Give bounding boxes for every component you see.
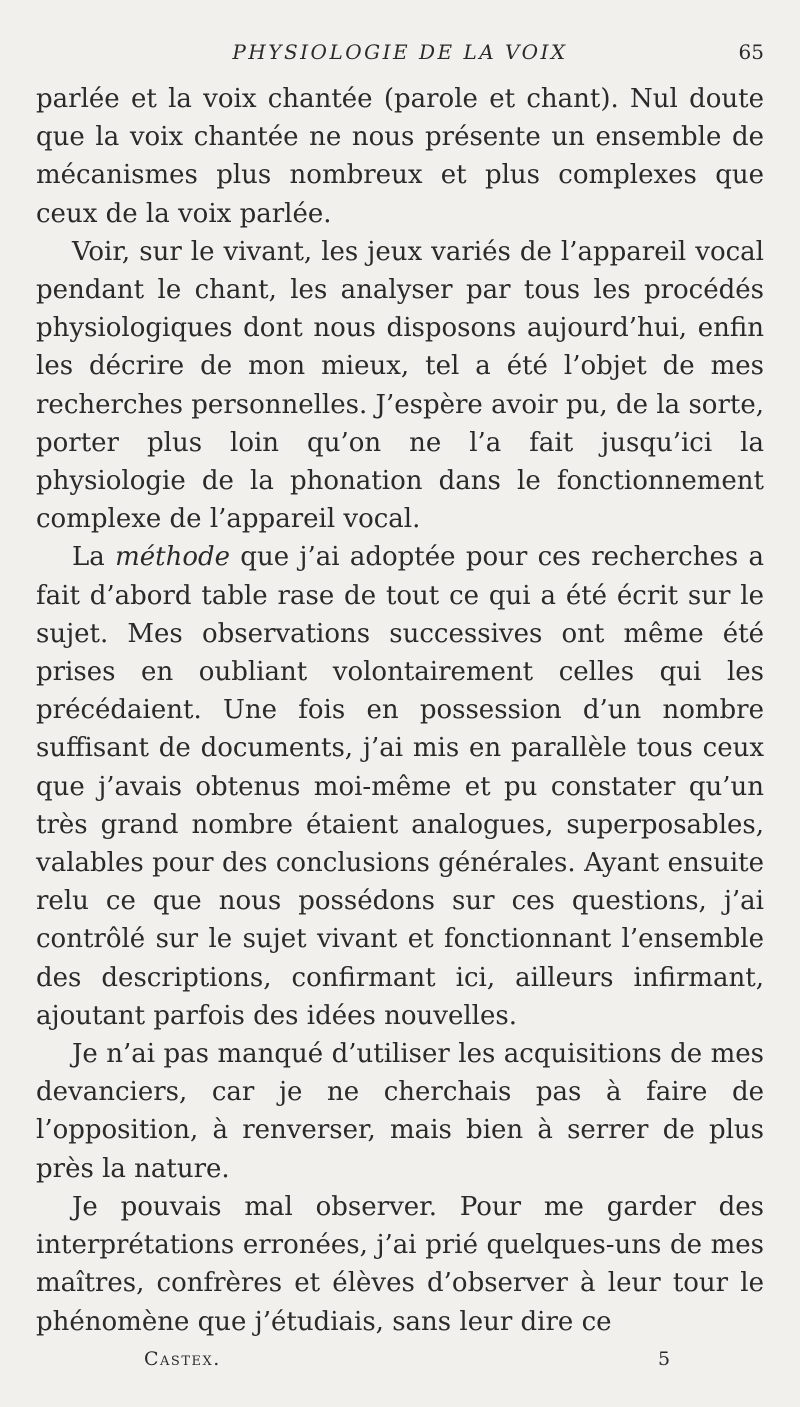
paragraph-continued: parlée et la voix chantée (parole et chant). Nul doute que la voix chantée ne nous présente un ensemble de mécanismes plus nombreux et plus complexes que ceux de la voix parlée.	[36, 84, 764, 229]
author-signature: Castex.	[144, 1348, 221, 1370]
running-head	[36, 35, 764, 69]
paragraph-text: La	[72, 542, 116, 573]
paragraph-methode	[36, 538, 764, 1035]
book-page	[36, 30, 764, 1390]
signature-mark: 5	[658, 1348, 671, 1370]
body-text	[36, 80, 764, 1341]
page-number: 65	[738, 40, 764, 64]
running-title: PHYSIOLOGIE DE LA VOIX	[232, 40, 568, 64]
paragraph: Voir, sur le vivant, les jeux variés de l’appareil vocal pendant le chant, les analyser par tous les procédés physiologiques dont nous disposons aujourd’hui, enfin les décrire de mon mieux, tel a été l’objet de mes recherches personnelles. J’espère avoir pu, de la sorte, porter plus loin qu’on ne l’a fait jusqu’ici la physiologie de la phonation dans le fonctionnement complexe de l’appareil vocal.	[36, 236, 764, 535]
page-footer	[36, 1342, 764, 1376]
paragraph: Je n’ai pas manqué d’utiliser les acquisitions de mes devanciers, car je ne cherchais pas à faire de l’opposition, à renverser, mais bien à serrer de plus près la nature.	[36, 1039, 764, 1184]
paragraph: Je pouvais mal observer. Pour me garder des interprétations erronées, j’ai prié quelques-uns de mes maîtres, confrères et élèves d’observer à leur tour le phénomène que j’étudiais, sans leur dire ce	[36, 1191, 764, 1337]
paragraph-text: que j’ai adoptée pour ces recherches a fait d’abord table rase de tout ce qui a été écrit sur le sujet. Mes observations successives ont même été prises en oubliant volontairement celles qui les précédaient. Une fois en possession d’un nombre suffisant de documents, j’ai mis en parallèle tous ceux que j’avais obtenus moi-même et pu constater qu’un très grand nombre étaient analogues, superposables, valables pour des conclusions générales. Ayant ensuite relu ce que nous possédons sur ces questions, j’ai contrôlé sur le sujet vivant et fonctionnant l’ensemble des descriptions, confirmant ici, ailleurs infirmant, ajoutant parfois des idées nouvelles.	[36, 542, 764, 1031]
emphasis-methode: méthode	[115, 542, 230, 573]
